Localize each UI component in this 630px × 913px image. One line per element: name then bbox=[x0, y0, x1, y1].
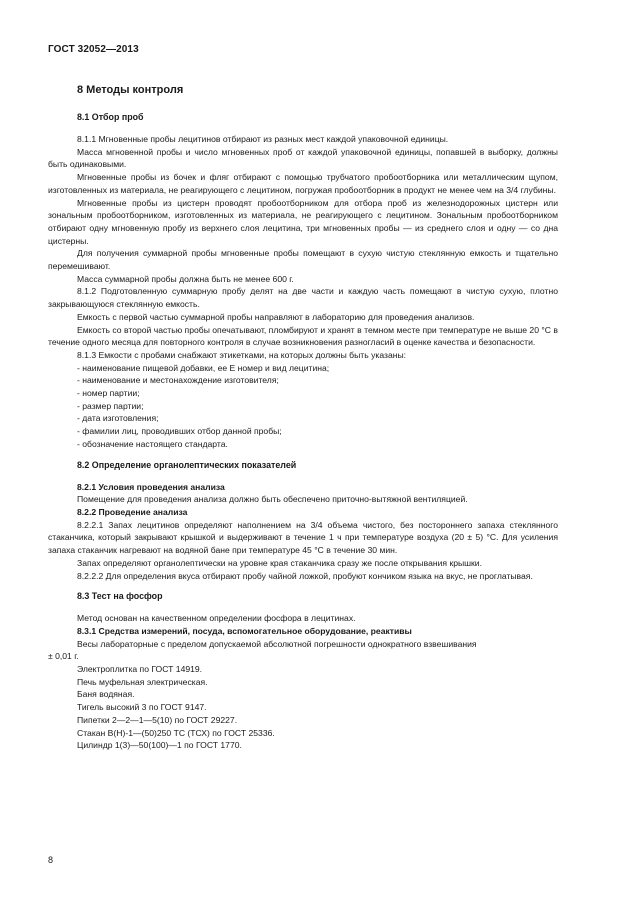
paragraph: Масса мгновенной пробы и число мгновенных проб от каждой упаковочной единицы, попавшей в выборку, должны быть одинаковыми. bbox=[48, 146, 558, 170]
paragraph-continuation: ± 0,01 г. bbox=[48, 651, 79, 662]
paragraph: 8.1.1 Мгновенные пробы лецитинов отбирают из разных мест каждой упаковочной единицы. bbox=[77, 134, 449, 144]
list-item: - наименование пищевой добавки, ее Е номер и вид лецитина; bbox=[77, 362, 330, 373]
equipment-item: Пипетки 2—2—1—5(10) по ГОСТ 29227. bbox=[77, 714, 238, 725]
paragraph: Мгновенные пробы из цистерн проводят пробоотборником для отбора проб из железнодорожных цистерн или зональным пробоотборником, изготовленных из материала, не реагирующего с лецитином. Зональным пробоотборником отбирают одну мгновенную пробу из верхнего слоя лецитина, три мгновенных пробы — из среднего слоя и одну — со дна цистерны. bbox=[48, 197, 558, 246]
paragraph: Масса суммарной пробы должна быть не менее 600 г. bbox=[77, 273, 294, 284]
paragraph: Помещение для проведения анализа должно быть обеспечено приточно-вытяжной вентиляцией. bbox=[77, 494, 468, 505]
subsection-title-8-2-2: 8.2.2 Проведение анализа bbox=[77, 506, 188, 517]
paragraph: 8.2.2.2 Для определения вкуса отбирают пробу чайной ложкой, пробуют кончиком языка на вкус, не проглатывая. bbox=[77, 570, 533, 581]
subsection-title-8-1: 8.1 Отбор проб bbox=[77, 112, 144, 122]
paragraph: 8.1.2 Подготовленную суммарную пробу делят на две части и каждую часть помещают в чистую сухую, плотно закрывающуюся стеклянную емкость. bbox=[48, 286, 558, 310]
subsection-title-8-2-1: 8.2.1 Условия проведения анализа bbox=[77, 481, 225, 492]
document-header: ГОСТ 32052—2013 bbox=[48, 44, 139, 55]
paragraph: Емкость со второй частью пробы опечатывают, пломбируют и хранят в темном месте при температуре не выше 20 °С в течение одного месяца для повторного контроля в случае возникновения разногласий в оценке качества и безопасности. bbox=[48, 324, 558, 348]
paragraph: Запах определяют органолептически на уровне края стаканчика сразу же после открывания крышки. bbox=[77, 557, 482, 568]
equipment-item: Печь муфельная электрическая. bbox=[77, 676, 208, 687]
equipment-item: Баня водяная. bbox=[77, 689, 135, 700]
document-body bbox=[48, 84, 558, 752]
paragraph: Емкость с первой частью суммарной пробы направляют в лабораторию для проведения анализов. bbox=[77, 311, 475, 322]
list-item: - наименование и местонахождение изготовителя; bbox=[77, 375, 279, 386]
list-item: - обозначение настоящего стандарта. bbox=[77, 438, 228, 449]
list-item: - размер партии; bbox=[77, 400, 144, 411]
section-title: 8 Методы контроля bbox=[77, 84, 184, 96]
paragraph: Метод основан на качественном определении фосфора в лецитинах. bbox=[77, 613, 356, 624]
subsection-title-8-3-1: 8.3.1 Средства измерений, посуда, вспомогательное оборудование, реактивы bbox=[77, 625, 412, 636]
list-item: - номер партии; bbox=[77, 388, 140, 399]
paragraph: 8.1.3 Емкости с пробами снабжают этикетками, на которых должны быть указаны: bbox=[77, 349, 407, 360]
equipment-item: Стакан В(Н)-1—(50)250 ТС (ТСХ) по ГОСТ 25336. bbox=[77, 727, 275, 738]
list-item: - фамилии лиц, проводивших отбор данной пробы; bbox=[77, 426, 282, 437]
paragraph: Для получения суммарной пробы мгновенные пробы помещают в сухую чистую стеклянную емкость и тщательно перемешивают. bbox=[48, 248, 558, 272]
equipment-item: Электроплитка по ГОСТ 14919. bbox=[77, 664, 203, 675]
equipment-item: Цилиндр 1(3)—50(100)—1 по ГОСТ 1770. bbox=[77, 740, 242, 751]
paragraph: Мгновенные пробы из бочек и фляг отбирают с помощью трубчатого пробоотборника или металлическим щупом, изготовленных из материала, не реагирующего с лецитином, погружая пробоотборник в продукт не менее чем на 3/4 глубины. bbox=[48, 172, 558, 195]
equipment-item: Тигель высокий 3 по ГОСТ 9147. bbox=[77, 702, 207, 713]
page-number: 8 bbox=[48, 855, 54, 865]
subsection-title-8-3: 8.3 Тест на фосфор bbox=[77, 591, 163, 602]
paragraph: Весы лабораторные с пределом допускаемой абсолютной погрешности однократного взвешивания bbox=[77, 638, 477, 649]
subsection-title-8-2: 8.2 Определение органолептических показателей bbox=[77, 459, 297, 470]
list-item: - дата изготовления; bbox=[77, 413, 159, 424]
paragraph: 8.2.2.1 Запах лецитинов определяют наполнением на 3/4 объема чистого, без постороннего запаха стеклянного стаканчика, который закрывают крышкой и выдерживают в течение 1 ч при температуре воздуха (20 ± 5) °С. Для усиления запаха стаканчик нагревают на водяной бане при температуре 45 °С в течение 30 мин. bbox=[48, 519, 558, 556]
